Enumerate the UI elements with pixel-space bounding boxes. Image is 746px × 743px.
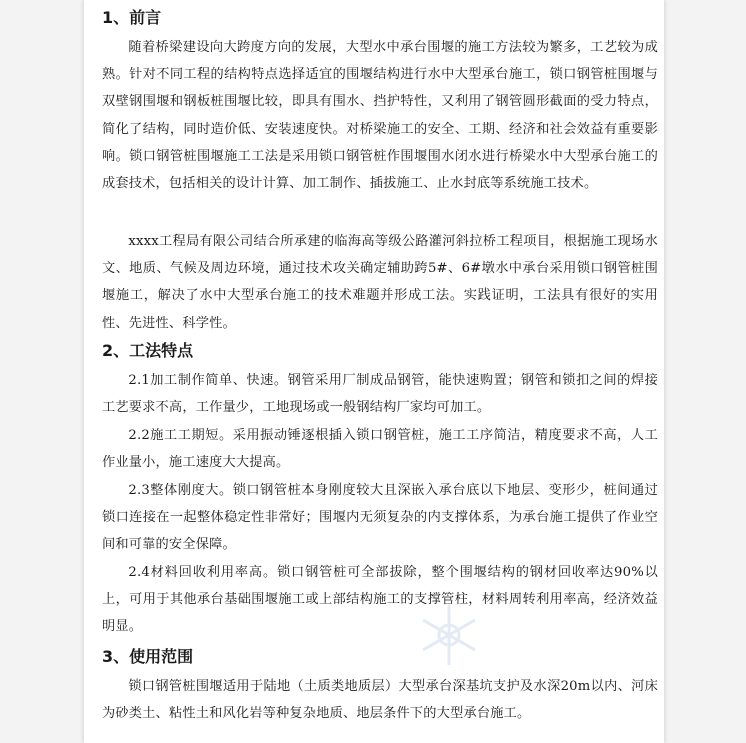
paragraph-feature-2-4: 2.4材料回收利用率高。锁口钢管桩可全部拔除，整个围堰结构的钢材回收率达90%以上，可用于其他承台基础围堰施工或上部结构施工的支撑管柱，材料周转利用率高，经济效益明显。 <box>102 565 658 635</box>
document-page <box>84 0 664 743</box>
paragraph-feature-2-3: 2.3整体刚度大。锁口钢管桩本身刚度较大且深嵌入承台底以下地层、变形少，桩间通过锁口连接在一起整体稳定性非常好；围堰内无须复杂的内支撑体系，为承台施工提供了作业空间和可靠的安全保障。 <box>102 483 658 553</box>
paragraph-feature-2-2: 2.2施工工期短。采用振动锤逐根插入锁口钢管桩，施工工序简洁，精度要求不高，人工作业量小，施工速度大大提高。 <box>102 428 658 471</box>
paragraph-preface-2: xxxx工程局有限公司结合所承建的临海高等级公路灌河斜拉桥工程项目，根据施工现场水文、地质、气候及周边环境，通过技术攻关确定辅助跨5#、6#墩水中承台采用锁口钢管桩围堰施工，解决了水中大型承台施工的技术难题并形成工法。实践证明，工法具有很好的实用性、先进性、科学性。 <box>102 234 658 331</box>
paragraph-feature-2-1: 2.1加工制作简单、快速。钢管采用厂制成品钢管，能快速购置；钢管和锁扣之间的焊接工艺要求不高，工作量少，工地现场或一般钢结构厂家均可加工。 <box>102 373 658 416</box>
paragraph-scope: 锁口钢管桩围堰适用于陆地（土质类地质层）大型承台深基坑支护及水深20m以内、河床为砂类土、粘性土和风化岩等种复杂地质、地层条件下的大型承台施工。 <box>102 679 658 722</box>
section-heading-scope: 3、使用范围 <box>102 647 194 666</box>
section-heading-features: 2、工法特点 <box>102 341 194 360</box>
paragraph-preface-1: 随着桥梁建设向大跨度方向的发展，大型水中承台围堰的施工方法较为繁多，工艺较为成熟。针对不同工程的结构特点选择适宜的围堰结构进行水中大型承台施工，锁口钢管桩围堰与双壁钢围堰和钢板桩围堰比较，即具有围水、挡护特性，又利用了钢管圆形截面的受力特点，简化了结构，同时造价低、安装速度快。对桥梁施工的安全、工期、经济和社会效益有重要影响。锁口钢管桩围堰施工工法是采用锁口钢管桩作围堰围水闭水进行桥梁水中大型承台施工的成套技术，包括相关的设计计算、加工制作、插拔施工、止水封底等系统施工技术。 <box>102 40 658 192</box>
section-heading-preface: 1、前言 <box>102 8 162 27</box>
